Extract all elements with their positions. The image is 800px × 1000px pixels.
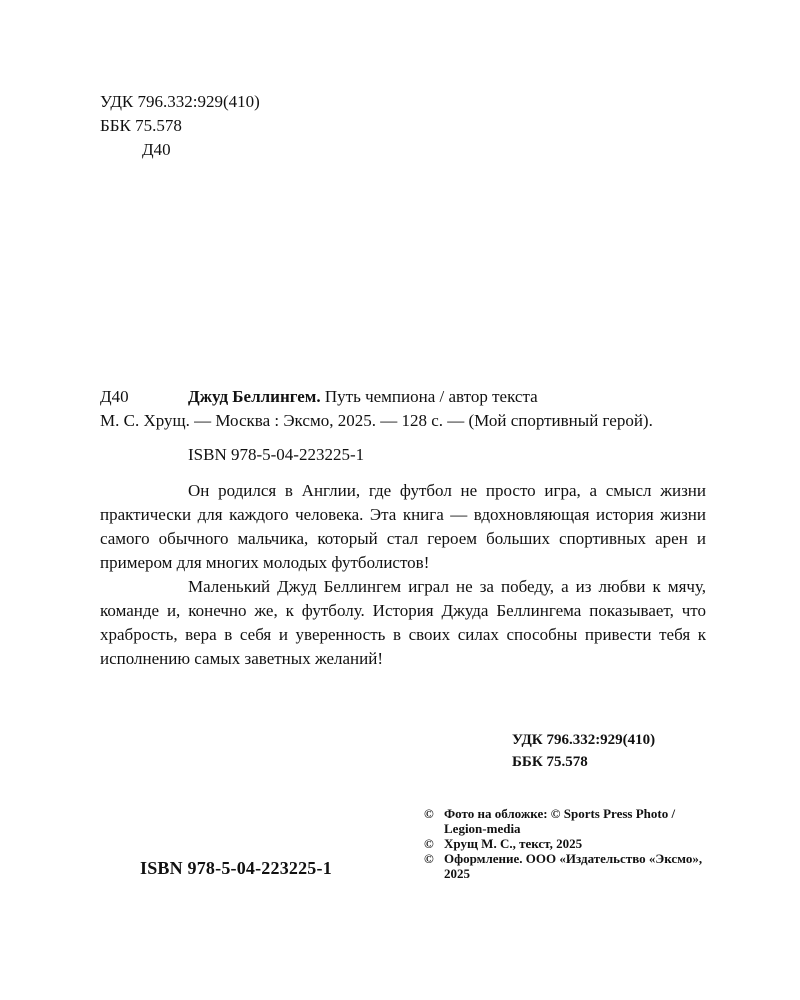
copyright-symbol: © (424, 836, 434, 851)
udk-code: УДК 796.332:929(410) (100, 92, 260, 111)
bibliographic-description (188, 385, 706, 409)
bbk-code-bottom: ББК 75.578 (512, 754, 588, 770)
book-heading: Джуд Беллингем. (188, 387, 321, 406)
annotation-paragraph-1: Он родился в Англии, где футбол не просто игра, а смысл жизни практически для каждого человека. Эта книга — вдохновляющая история жизни самого обычного мальчика, который стал героем больших спортивных арен и примером для многих молодых футболистов! (100, 481, 706, 572)
udk-code-bottom: УДК 796.332:929(410) (512, 732, 656, 748)
author-mark: Д40 (142, 140, 171, 159)
description-first-line: Путь чемпиона / автор текста (320, 387, 538, 406)
isbn-footer: ISBN 978-5-04-223225-1 (140, 858, 332, 878)
classification-codes-bottom (512, 729, 655, 773)
bibliographic-entry (100, 385, 706, 671)
classification-codes-top (100, 90, 260, 162)
description-continuation: М. С. Хрущ. — Москва : Эксмо, 2025. — 128 с. — (Мой спортивный герой). (100, 411, 653, 430)
copyright-block (424, 806, 714, 881)
copyright-text-text: Хрущ М. С., текст, 2025 (444, 836, 583, 851)
isbn-line: ISBN 978-5-04-223225-1 (188, 445, 365, 464)
copyright-design-text: Оформление. ООО «Издательство «Эксмо», 2025 (444, 851, 703, 881)
copyright-symbol: © (424, 851, 434, 866)
copyright-symbol: © (424, 806, 434, 821)
copyright-design (424, 851, 714, 881)
copyright-photo (424, 806, 714, 836)
copyright-photo-text: Фото на обложке: © Sports Press Photo / Legion-media (444, 806, 676, 836)
bibliographic-first-line (188, 385, 706, 409)
annotation (100, 479, 706, 671)
copyright-text (424, 836, 714, 851)
entry-author-mark: Д40 (100, 387, 129, 406)
annotation-paragraph-2: Маленький Джуд Беллингем играл не за победу, а из любви к мячу, команде и, конечно же, к футболу. История Джуда Беллингема показывает, что храбрость, вера в себя и уверенность в своих силах способны привести тебя к исполнению самых заветных желаний! (100, 577, 706, 668)
bbk-code: ББК 75.578 (100, 116, 182, 135)
